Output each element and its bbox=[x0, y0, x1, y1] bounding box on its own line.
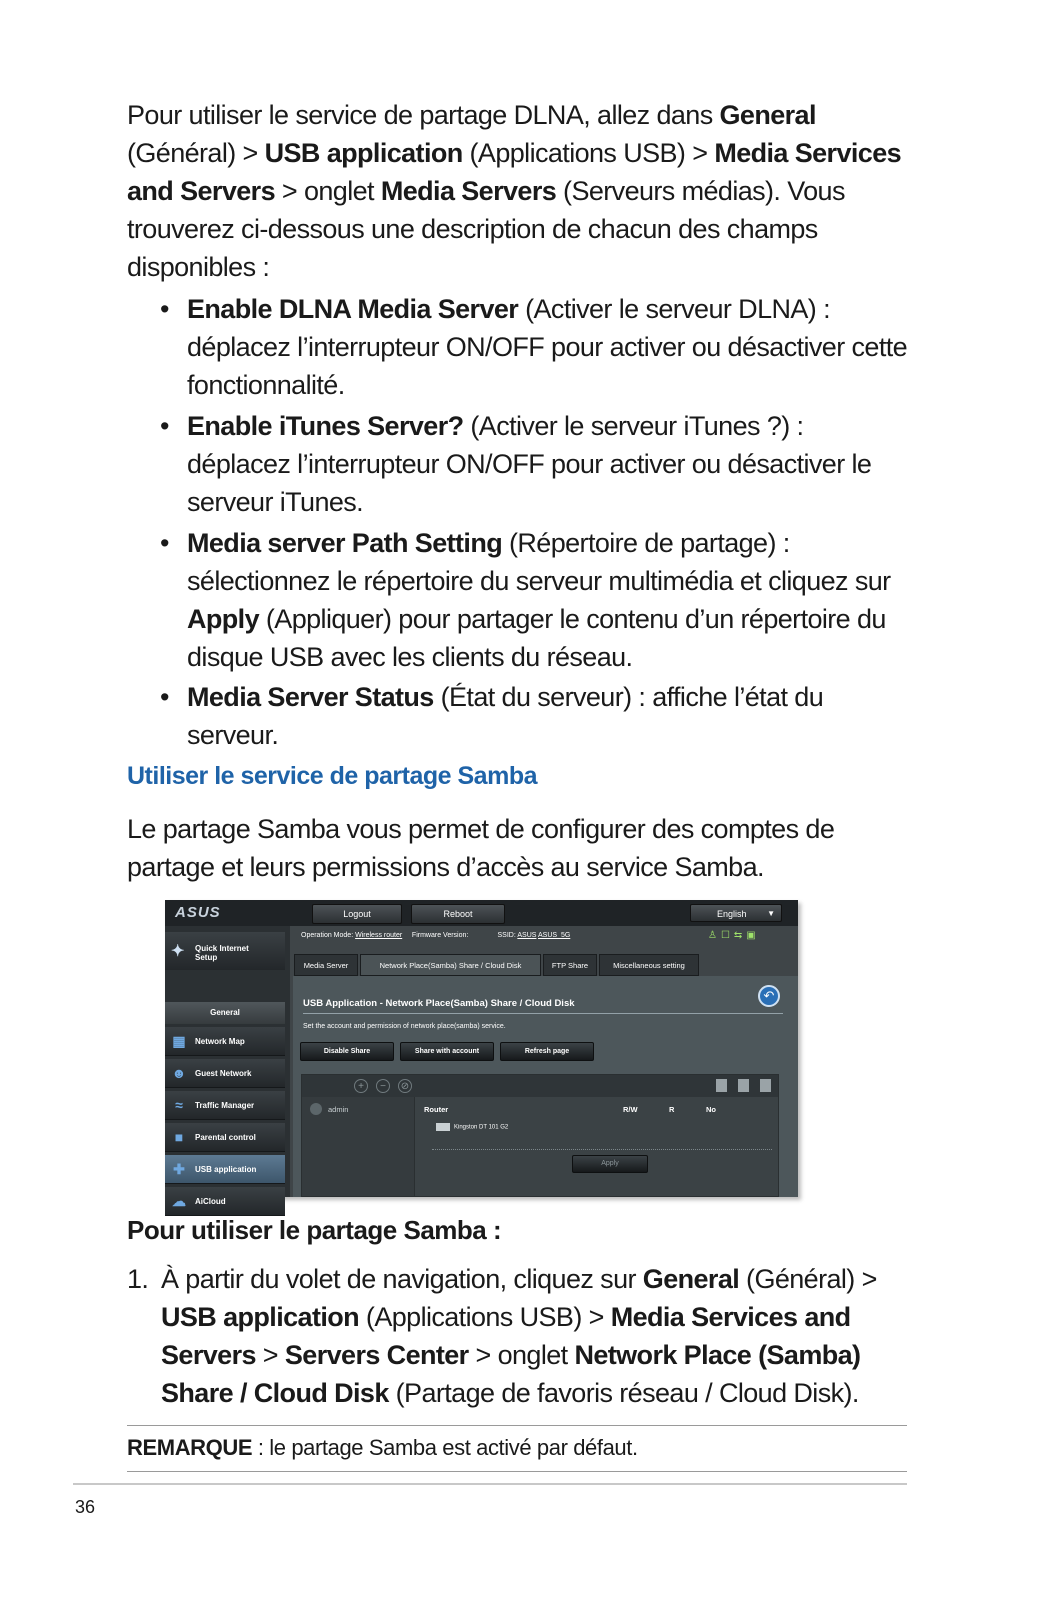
network-map-icon: ▦ bbox=[172, 1033, 186, 1049]
share-grid bbox=[301, 1074, 779, 1197]
add-account-icon[interactable]: + bbox=[354, 1079, 368, 1093]
tab-ftp-share[interactable]: FTP Share bbox=[543, 954, 597, 976]
note-rule-top bbox=[127, 1425, 907, 1426]
status-icons: ♙☐⇆▣ bbox=[708, 930, 760, 941]
sidebar-item-usb-application[interactable]: ✚ USB application bbox=[165, 1155, 285, 1184]
wand-icon: ✦ bbox=[171, 943, 185, 960]
account-list bbox=[302, 1097, 415, 1196]
back-icon[interactable]: ↶ bbox=[758, 985, 780, 1007]
sidebar-item-network-map[interactable]: ▦ Network Map bbox=[165, 1027, 285, 1056]
reboot-button[interactable]: Reboot bbox=[411, 904, 505, 924]
top-bar bbox=[165, 900, 798, 926]
bullet-icon: • bbox=[160, 411, 169, 441]
account-admin[interactable]: admin bbox=[328, 1105, 349, 1114]
bullet-icon: • bbox=[160, 528, 169, 558]
bullet-icon: • bbox=[160, 294, 169, 324]
tab-network-place[interactable]: Network Place(Samba) Share / Cloud Disk bbox=[360, 954, 541, 976]
footer-rule bbox=[73, 1483, 907, 1485]
logout-button[interactable]: Logout bbox=[312, 904, 402, 924]
intro-paragraph: Pour utiliser le service de partage DLNA, allez dans General (Général) > USB application (Applications USB) > Media Services and Servers > onglet Media Servers (Serveurs médias). Vous trouverez ci-dessous une description de chacun des champs disponibles : bbox=[127, 100, 902, 282]
bullet-icon: • bbox=[160, 682, 169, 712]
bullet-item: • Enable iTunes Server? (Activer le serveur iTunes ?) : déplacez l’interrupteur ON/OFF pour activer ou désactiver le serveur iTunes. bbox=[160, 407, 910, 521]
edit-folder-icon[interactable] bbox=[760, 1079, 771, 1092]
cloud-icon: ☁ bbox=[172, 1193, 186, 1209]
panel-description: Set the account and permission of network place(samba) service. bbox=[303, 1023, 506, 1030]
refresh-page-button[interactable]: Refresh page bbox=[500, 1042, 594, 1061]
note: REMARQUE : le partage Samba est activé par défaut. bbox=[127, 1435, 638, 1460]
sidebar-item-guest-network[interactable]: ☻ Guest Network bbox=[165, 1059, 285, 1088]
page-number: 36 bbox=[75, 1497, 96, 1517]
puzzle-icon: ✚ bbox=[173, 1161, 185, 1177]
sidebar-item-parental-control[interactable]: ■ Parental control bbox=[165, 1123, 285, 1152]
divider bbox=[303, 1013, 783, 1014]
language-select[interactable]: English ▼ bbox=[690, 904, 782, 922]
main-area bbox=[293, 926, 798, 1197]
tab-media-server[interactable]: Media Server bbox=[294, 954, 358, 976]
sidebar-group-general: General bbox=[165, 1002, 285, 1024]
sidebar-item-aicloud[interactable]: ☁ AiCloud bbox=[165, 1187, 285, 1216]
bullet-item: • Media Server Status (État du serveur) : affiche l’état du serveur. bbox=[160, 678, 910, 754]
router-label: Router bbox=[424, 1105, 449, 1114]
sidebar-item-traffic-manager[interactable]: ≈ Traffic Manager bbox=[165, 1091, 285, 1120]
edit-account-icon[interactable]: ⊘ bbox=[398, 1079, 412, 1093]
section-heading: Utiliser le service de partage Samba bbox=[127, 762, 537, 790]
status-line: Operation Mode: Wireless router Firmware Version: SSID: ASUS ASUS_5G bbox=[301, 932, 571, 939]
disk-item[interactable]: Kingston DT 101 G2 bbox=[436, 1123, 508, 1131]
lock-icon: ■ bbox=[174, 1129, 184, 1145]
delete-folder-icon[interactable] bbox=[738, 1079, 749, 1092]
sidebar bbox=[165, 926, 290, 1209]
remove-account-icon[interactable]: − bbox=[376, 1079, 390, 1093]
bullet-item: • Media server Path Setting (Répertoire de partage) : sélectionnez le répertoire du serveur multimédia et cliquez sur Apply (Appliquer) pour partager le contenu d’un répertoire du disque USB avec les clients du réseau. bbox=[160, 524, 910, 676]
divider bbox=[432, 1149, 772, 1150]
sub-heading: Pour utiliser le partage Samba : bbox=[127, 1215, 502, 1245]
tab-miscellaneous[interactable]: Miscellaneous setting bbox=[599, 954, 699, 976]
avatar bbox=[310, 1103, 322, 1115]
asus-logo: ASUS bbox=[175, 904, 221, 921]
note-rule-bottom bbox=[127, 1471, 907, 1472]
grid-toolbar bbox=[302, 1075, 778, 1097]
share-with-account-button[interactable]: Share with account bbox=[400, 1042, 494, 1061]
sidebar-item-quick-setup[interactable]: ✦ Quick Internet Setup bbox=[165, 932, 285, 970]
usb-disk-icon bbox=[436, 1123, 450, 1131]
col-no: No bbox=[706, 1105, 716, 1114]
chevron-down-icon: ▼ bbox=[767, 909, 775, 918]
router-screenshot bbox=[165, 900, 798, 1209]
panel-title: USB Application - Network Place(Samba) Share / Cloud Disk bbox=[303, 998, 575, 1009]
add-folder-icon[interactable] bbox=[716, 1079, 727, 1092]
disable-share-button[interactable]: Disable Share bbox=[300, 1042, 394, 1061]
section-text: Le partage Samba vous permet de configurer des comptes de partage et leurs permissions d’accès au service Samba. bbox=[127, 814, 835, 882]
bullet-item: • Enable DLNA Media Server (Activer le serveur DLNA) : déplacez l’interrupteur ON/OFF pour activer ou désactiver cette fonctionnalité. bbox=[160, 290, 910, 404]
step-1: 1. À partir du volet de navigation, cliquez sur General (Général) > USB application (Applications USB) > Media Services and Servers > Servers Center > onglet Network Place (Samba) Share / Cloud Disk (Partage de favoris réseau / Cloud Disk). bbox=[127, 1264, 877, 1408]
col-r: R bbox=[669, 1105, 675, 1114]
traffic-icon: ≈ bbox=[175, 1097, 183, 1113]
apply-button[interactable]: Apply bbox=[572, 1155, 648, 1173]
content-panel bbox=[293, 976, 798, 1197]
users-icon: ☻ bbox=[171, 1065, 187, 1081]
col-rw: R/W bbox=[623, 1105, 638, 1114]
